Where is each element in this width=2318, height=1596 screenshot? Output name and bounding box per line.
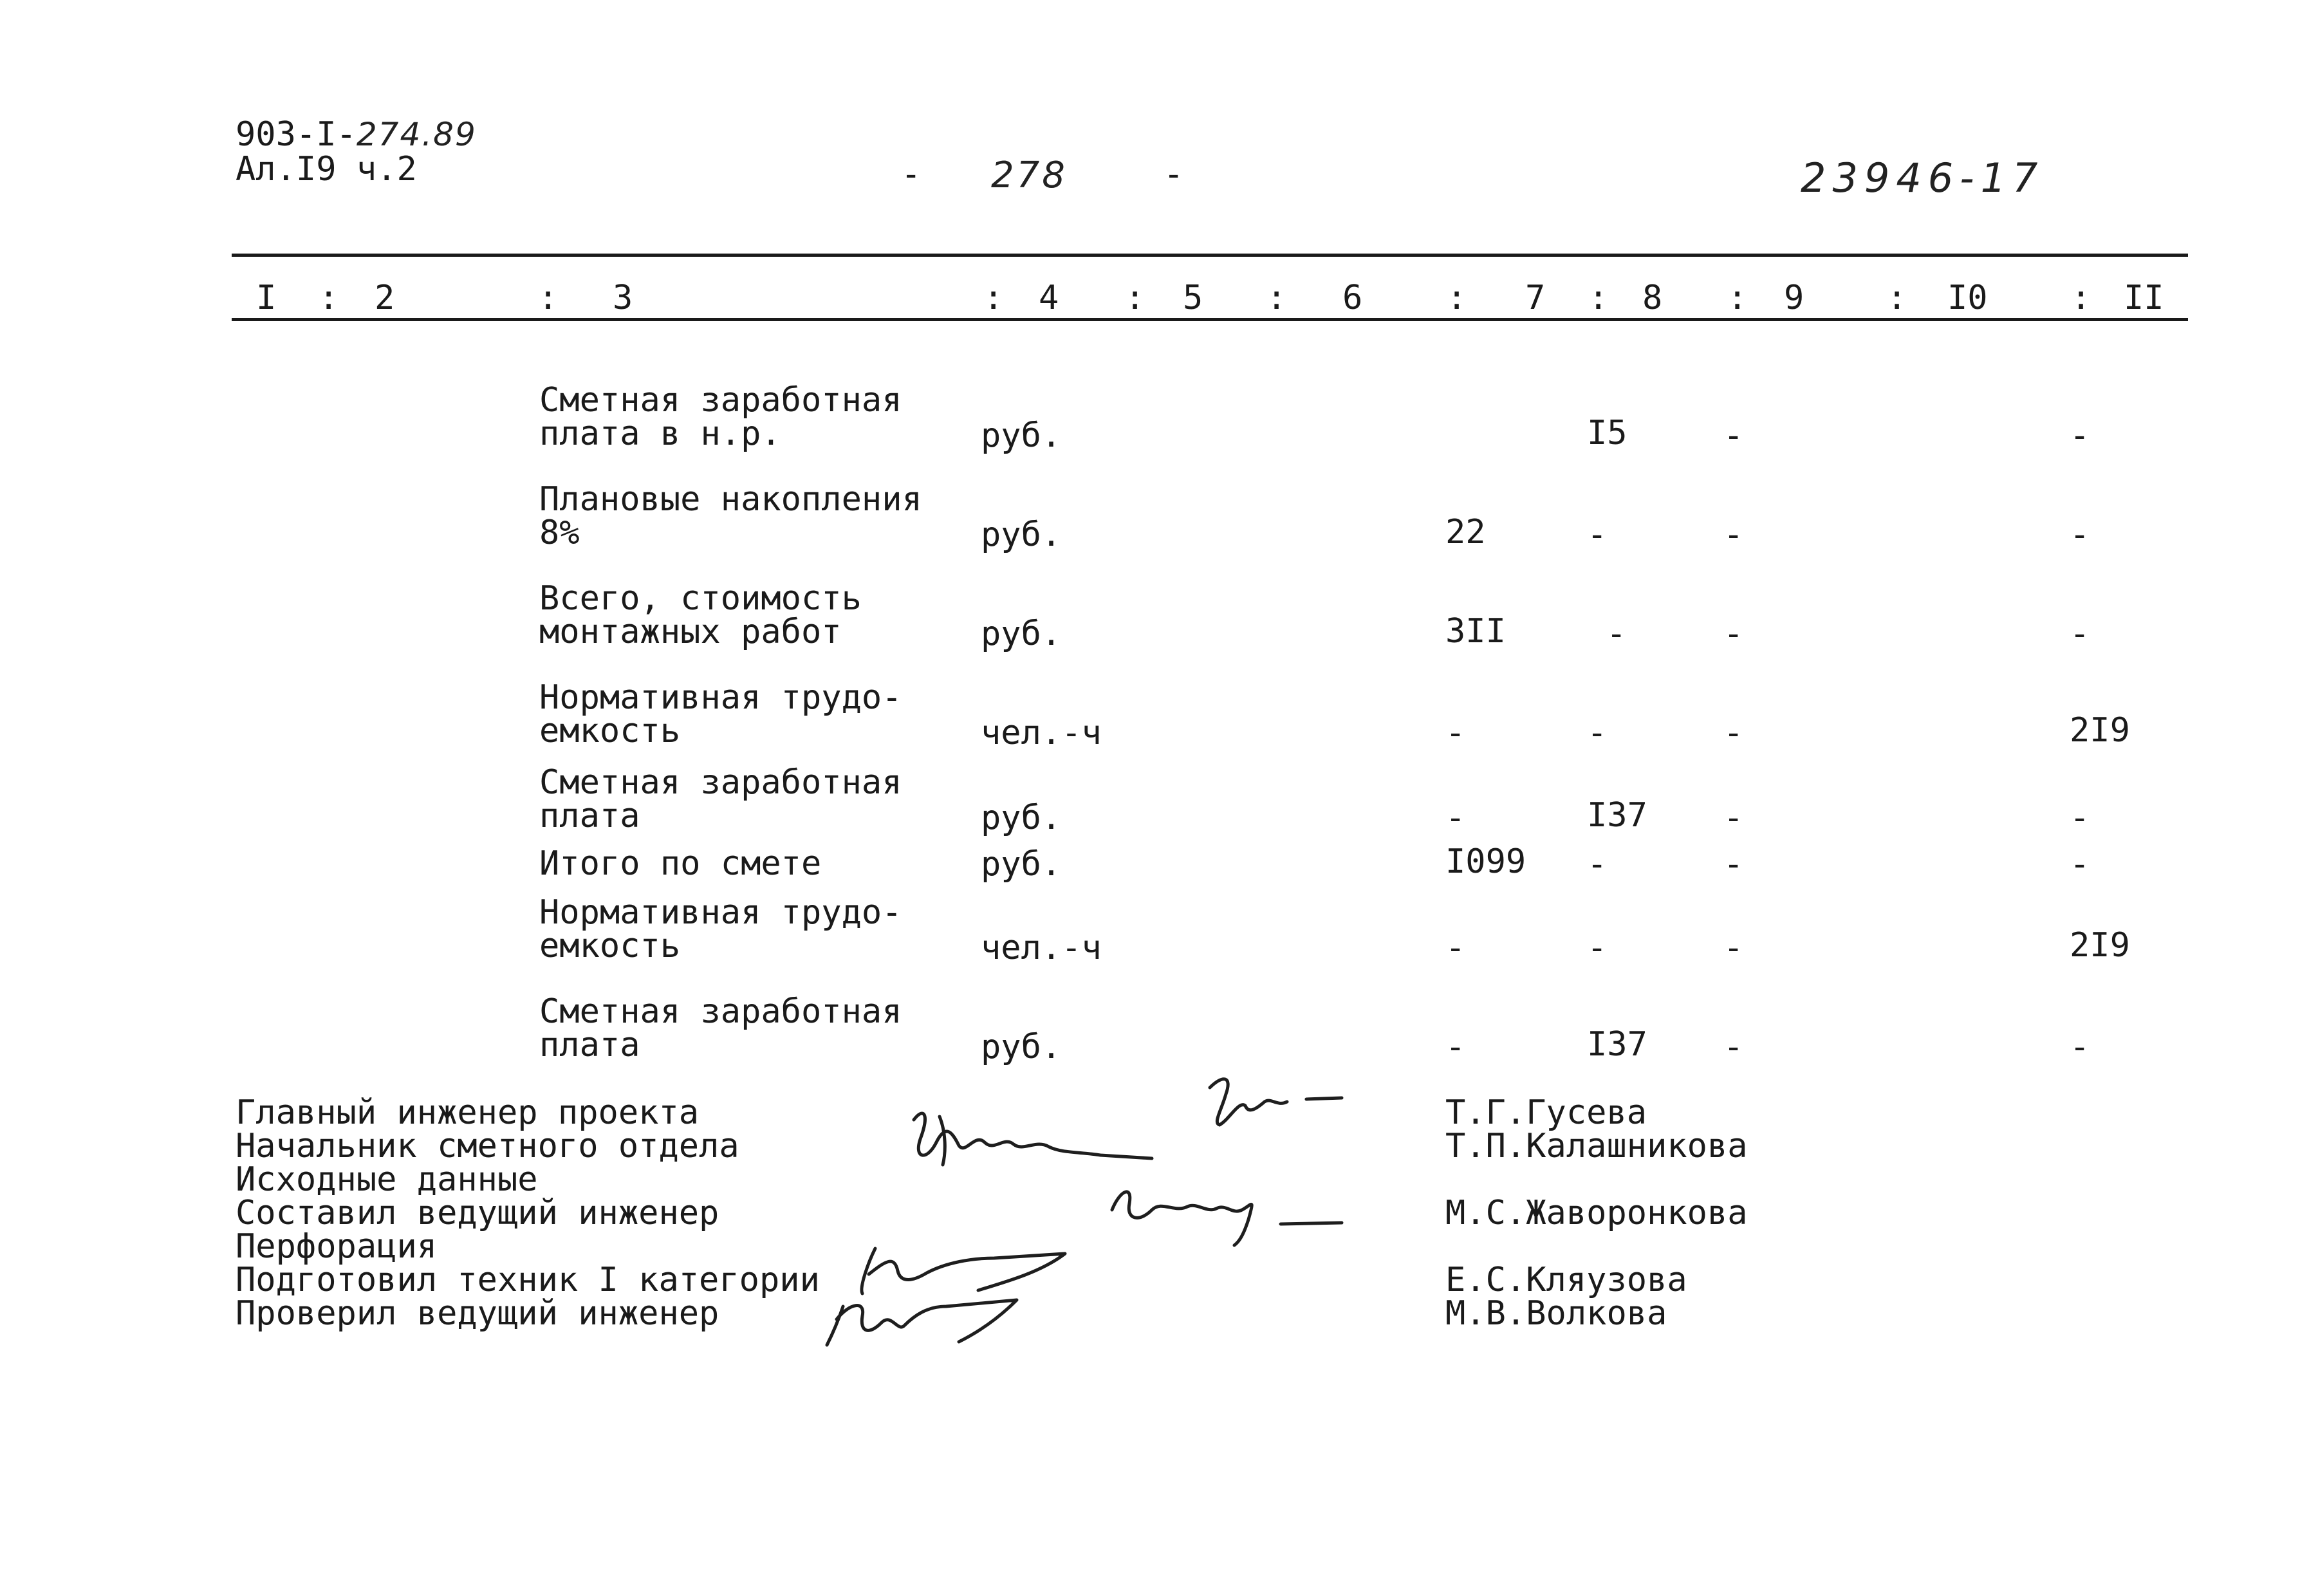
- document-series: [236, 117, 477, 152]
- row-col-9: -: [1723, 799, 1744, 837]
- series-handwritten: 274.89: [356, 116, 477, 153]
- header-bottom-rule: [232, 318, 2188, 321]
- row-col-8: -: [1587, 714, 1608, 752]
- row-col-11: -: [2070, 416, 2090, 455]
- row-col-11: -: [2070, 515, 2090, 554]
- row-col-11: -: [2070, 615, 2090, 653]
- row-col-8: I37: [1587, 1025, 1647, 1064]
- page-number-dash-right: -: [1164, 155, 1184, 194]
- row-col-9: -: [1723, 929, 1744, 967]
- row-unit: руб.: [981, 515, 1062, 554]
- col-header-5: 5: [1183, 279, 1203, 317]
- name-head-estimate-dept: Т.П.Калашникова: [1445, 1127, 1748, 1165]
- col-header-sep: :: [1266, 279, 1287, 317]
- row-description: Всего, стоимость монтажных работ: [539, 579, 862, 651]
- row-col-7: I099: [1445, 842, 1526, 881]
- row-col-7: -: [1445, 929, 1466, 967]
- signature-checked-by: [827, 1300, 1017, 1345]
- name-compiled-by: М.С.Жаворонкова: [1445, 1194, 1748, 1232]
- name-prepared-by: Е.С.Кляузова: [1445, 1261, 1687, 1299]
- row-description: Нормативная трудо- емкость: [539, 678, 902, 750]
- row-description: Сметная заработная плата: [539, 763, 902, 835]
- row-unit: чел.-ч: [981, 714, 1102, 752]
- row-col-9: -: [1723, 1028, 1744, 1066]
- row-col-8: -: [1606, 615, 1627, 653]
- signature-chief-engineer: [1210, 1079, 1342, 1125]
- signature-prepared-by: [862, 1248, 1065, 1294]
- role-head-estimate-dept: Начальник сметного отдела: [236, 1127, 739, 1165]
- row-col-7: -: [1445, 1028, 1466, 1066]
- row-description: Итого по смете: [539, 844, 822, 883]
- col-header-sep: :: [1887, 279, 1907, 317]
- role-perforation: Перфорация: [236, 1227, 438, 1266]
- row-description: Сметная заработная плата в н.р.: [539, 381, 902, 453]
- row-col-9: -: [1723, 615, 1744, 653]
- row-col-8: I37: [1587, 796, 1647, 835]
- col-header-sep: :: [319, 279, 339, 317]
- row-unit: руб.: [981, 615, 1062, 653]
- col-header-sep: :: [538, 279, 559, 317]
- role-source-data: Исходные данные: [236, 1160, 538, 1199]
- row-col-8: I5: [1587, 414, 1627, 452]
- series-code: 903-I-: [236, 115, 357, 154]
- row-col-7: -: [1445, 799, 1466, 837]
- col-header-6: 6: [1342, 279, 1363, 317]
- col-header-3: 3: [613, 279, 633, 317]
- col-header-4: 4: [1039, 279, 1059, 317]
- row-col-9: -: [1723, 845, 1744, 884]
- signature-head-estimate-dept: [914, 1113, 1152, 1165]
- col-header-11: II: [2124, 279, 2164, 317]
- page-number: 278: [991, 154, 1068, 196]
- row-description: Нормативная трудо- емкость: [539, 893, 902, 965]
- row-col-11: -: [2070, 845, 2090, 884]
- row-col-8: -: [1587, 515, 1608, 554]
- row-unit: руб.: [981, 845, 1062, 884]
- row-col-8: -: [1587, 929, 1608, 967]
- role-compiled-by: Составил ведущий инженер: [236, 1194, 719, 1232]
- role-prepared-by: Подготовил техник I категории: [236, 1261, 820, 1299]
- role-checked-by: Проверил ведущий инженер: [236, 1294, 719, 1333]
- row-col-9: -: [1723, 515, 1744, 554]
- col-header-sep: :: [1588, 279, 1609, 317]
- col-header-sep: :: [1727, 279, 1748, 317]
- row-unit: руб.: [981, 1028, 1062, 1066]
- inventory-number: 23946-17: [1801, 154, 2044, 201]
- row-col-7: 3II: [1445, 612, 1506, 651]
- row-col-11: -: [2070, 799, 2090, 837]
- col-header-sep: :: [983, 279, 1004, 317]
- row-col-9: -: [1723, 416, 1744, 455]
- row-unit: чел.-ч: [981, 929, 1102, 967]
- row-col-11: 2I9: [2070, 711, 2130, 750]
- col-header-sep: :: [1125, 279, 1145, 317]
- col-header-1: I: [256, 279, 277, 317]
- row-col-11: 2I9: [2070, 926, 2130, 965]
- col-header-2: 2: [375, 279, 395, 317]
- row-col-9: -: [1723, 714, 1744, 752]
- name-checked-by: М.В.Волкова: [1445, 1294, 1667, 1333]
- col-header-9: 9: [1784, 279, 1804, 317]
- page-number-dash-left: -: [901, 155, 922, 194]
- col-header-8: 8: [1642, 279, 1663, 317]
- col-header-sep: :: [1447, 279, 1467, 317]
- row-col-7: -: [1445, 714, 1466, 752]
- row-col-7: 22: [1445, 513, 1486, 552]
- role-chief-engineer: Главный инженер проекта: [236, 1093, 700, 1132]
- row-col-8: -: [1587, 845, 1608, 884]
- row-description: Плановые накопления 8%: [539, 480, 922, 552]
- row-description: Сметная заработная плата: [539, 992, 902, 1064]
- signature-compiled-by: [1112, 1192, 1342, 1245]
- name-chief-engineer: Т.Г.Гусева: [1445, 1093, 1647, 1132]
- col-header-10: I0: [1947, 279, 1988, 317]
- row-unit: руб.: [981, 416, 1062, 455]
- top-rule: [232, 254, 2188, 257]
- row-unit: руб.: [981, 799, 1062, 837]
- col-header-sep: :: [2071, 279, 2091, 317]
- col-header-7: 7: [1525, 279, 1546, 317]
- album-reference: Ал.I9 ч.2: [236, 150, 417, 189]
- row-col-11: -: [2070, 1028, 2090, 1066]
